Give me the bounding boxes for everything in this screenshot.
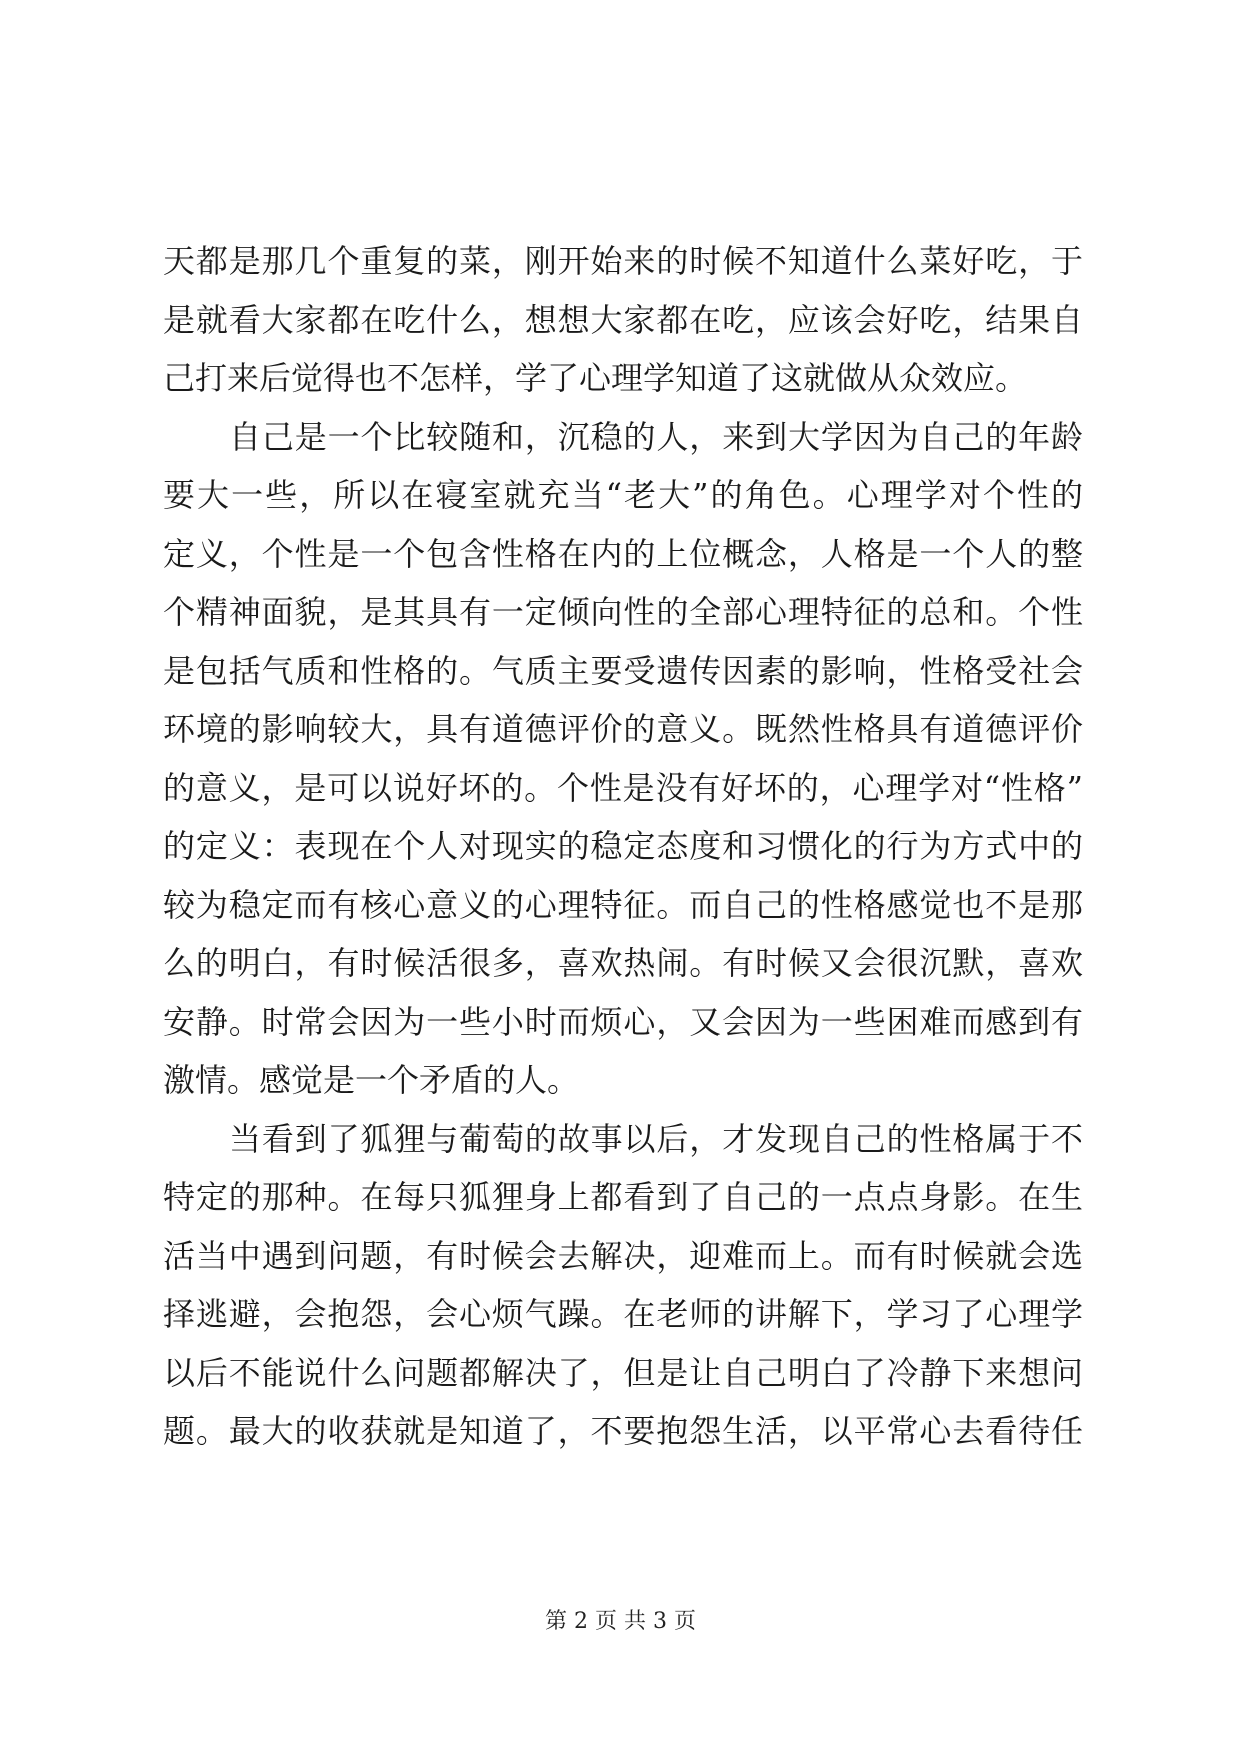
text-line: 安静。时常会因为一些小时而烦心，又会因为一些困难而感到有 xyxy=(163,1002,1083,1041)
text-line: 较为稳定而有核心意义的心理特征。而自己的性格感觉也不是那 xyxy=(163,885,1083,924)
text-line: 特定的那种。在每只狐狸身上都看到了自己的一点点身影。在生 xyxy=(163,1178,1083,1216)
body-text xyxy=(163,232,1083,1461)
text-line: 么的明白，有时候活很多，喜欢热闹。有时候又会很沉默，喜欢 xyxy=(163,944,1083,982)
text-line: 要大一些，所以在寝室就充当“老大”的角色。心理学对个性的 xyxy=(163,476,1083,514)
text-line: 的定义：表现在个人对现实的稳定态度和习惯化的行为方式中的 xyxy=(163,827,1083,865)
text-line: 激情。感觉是一个矛盾的人。 xyxy=(163,1061,580,1099)
text-line: 自己是一个比较随和，沉稳的人，来到大学因为自己的年龄 xyxy=(229,417,1083,456)
text-line: 定义，个性是一个包含性格在内的上位概念，人格是一个人的整 xyxy=(163,534,1083,573)
text-line: 的意义，是可以说好坏的。个性是没有好坏的，心理学对“性格” xyxy=(163,768,1083,807)
text-line: 是包括气质和性格的。气质主要受遗传因素的影响，性格受社会 xyxy=(163,651,1083,690)
text-line: 己打来后觉得也不怎样，学了心理学知道了这就做从众效应。 xyxy=(163,359,1028,397)
text-line: 活当中遇到问题，有时候会去解决，迎难而上。而有时候就会选 xyxy=(163,1236,1083,1275)
text-line: 以后不能说什么问题都解决了，但是让自己明白了冷静下来想问 xyxy=(163,1353,1083,1392)
text-line: 天都是那几个重复的菜，刚开始来的时候不知道什么菜好吃，于 xyxy=(163,242,1083,280)
text-line: 当看到了狐狸与葡萄的故事以后，才发现自己的性格属于不 xyxy=(229,1119,1083,1158)
text-line: 个精神面貌，是其具有一定倾向性的全部心理特征的总和。个性 xyxy=(163,593,1083,631)
text-line: 择逃避，会抱怨，会心烦气躁。在老师的讲解下，学习了心理学 xyxy=(163,1295,1083,1333)
text-line: 是就看大家都在吃什么，想想大家都在吃，应该会好吃，结果自 xyxy=(163,300,1083,339)
text-line: 环境的影响较大，具有道德评价的意义。既然性格具有道德评价 xyxy=(163,710,1083,748)
text-line: 题。最大的收获就是知道了，不要抱怨生活，以平常心去看待任 xyxy=(163,1412,1083,1450)
page-footer: 第 2 页 共 3 页 xyxy=(545,1609,696,1634)
